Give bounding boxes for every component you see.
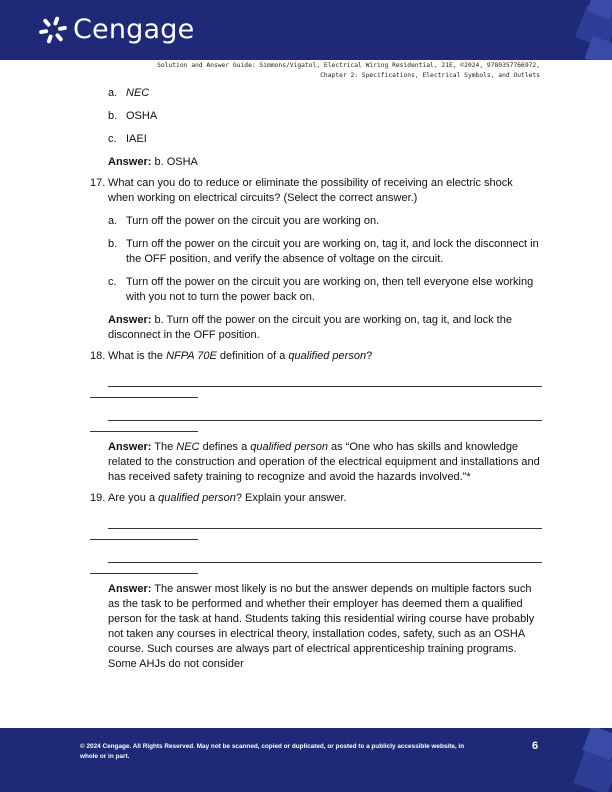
running-head <box>60 61 540 81</box>
question-text: What is the NFPA 70E definition of a qualified person? <box>108 350 373 362</box>
question-17 <box>90 176 542 206</box>
header-corner-pattern <box>572 0 612 60</box>
cengage-logo <box>38 14 194 45</box>
question-text: What can you do to reduce or eliminate the possibility of receiving an electric shock when working on electrical circuits? (Select the correct answer.) <box>108 177 513 204</box>
option-letter: c. <box>108 133 117 145</box>
q16-option-a <box>108 86 542 101</box>
q18-answer-blank-2[interactable] <box>90 406 542 432</box>
option-text: Turn off the power on the circuit you are working on, then tell everyone else working with you not to turn the power back on. <box>126 276 534 303</box>
q19-answer-blank-2[interactable] <box>90 548 542 574</box>
q17-option-b <box>108 237 542 267</box>
footer-corner-pattern <box>572 728 612 792</box>
q16-option-c <box>108 132 542 147</box>
running-head-line-2: Chapter 2: Specifications, Electrical Symbols, and Outlets <box>320 72 540 79</box>
page-content <box>90 86 542 678</box>
q19-answer-blank-1[interactable] <box>90 514 542 540</box>
q17-option-a <box>108 214 542 229</box>
blank-line <box>108 548 542 563</box>
blank-line <box>90 529 198 540</box>
blank-line <box>90 421 198 432</box>
option-letter: b. <box>108 110 118 122</box>
q16-answer <box>108 155 542 170</box>
answer-label: Answer: <box>108 441 152 453</box>
q16-option-b <box>108 109 542 124</box>
q18-answer: Answer: The NEC defines a qualified person as “One who has skills and knowledge related to the construction and operation of the electrical equipment and installations and has received safety training to recognize and avoid the hazards involved.”* <box>108 441 540 483</box>
option-letter: c. <box>108 276 117 288</box>
brand-name: Cengage <box>73 14 195 45</box>
answer-label: Answer: <box>108 156 152 168</box>
question-number: 17. <box>90 177 106 189</box>
option-text: IAEI <box>126 133 147 145</box>
blank-line <box>90 387 198 398</box>
option-letter: a. <box>108 215 118 227</box>
q18-answer-blank-1[interactable] <box>90 372 542 398</box>
blank-line <box>108 406 542 421</box>
option-text: Turn off the power on the circuit you are working on, tag it, and lock the disconnect in the OFF position, and verify the absence of voltage on the circuit. <box>126 238 539 265</box>
cengage-mark-icon <box>38 15 68 45</box>
page-footer <box>0 728 612 792</box>
blank-line <box>108 372 542 387</box>
q17-answer <box>108 313 542 343</box>
question-number: 19. <box>90 492 106 504</box>
blank-line <box>108 514 542 529</box>
option-text: Turn off the power on the circuit you are working on. <box>126 215 380 227</box>
q17-option-c <box>108 275 542 305</box>
answer-text: b. Turn off the power on the circuit you are working on, tag it, and lock the disconnect in the OFF position. <box>108 314 512 341</box>
question-number: 18. <box>90 350 106 362</box>
answer-text: The answer most likely is no but the answer depends on multiple factors such as the task to be performed and whether their employer has deemed them a qualified person for the task at hand. Students taking this residential wiring course have probably not taken any courses in electrical theory, installation codes, safety, such as an OSHA course. Such courses are always part of electrical apprenticeship training programs. Some AHJs do not consider <box>108 583 535 670</box>
blank-line <box>90 563 198 574</box>
q19-answer <box>108 582 542 672</box>
answer-label: Answer: <box>108 314 152 326</box>
running-head-line-1: Solution and Answer Guide: Simmons/Vigatol, Electrical Wiring Residential, 21E, ©2024, 9780357766972, <box>157 62 540 69</box>
option-text: NEC <box>126 87 150 99</box>
answer-label: Answer: <box>108 583 152 595</box>
option-text: OSHA <box>126 110 158 122</box>
page-number: 6 <box>532 740 539 752</box>
option-letter: a. <box>108 87 118 99</box>
answer-text: b. OSHA <box>154 156 198 168</box>
question-text: Are you a qualified person? Explain your answer. <box>108 492 347 504</box>
page-header <box>0 0 612 60</box>
question-19 <box>90 491 542 506</box>
option-letter: b. <box>108 238 118 250</box>
copyright-notice: © 2024 Cengage. All Rights Reserved. May not be scanned, copied or duplicated, or posted to a publicly accessible website, in whole or in part. <box>80 743 465 760</box>
question-18 <box>90 349 542 364</box>
